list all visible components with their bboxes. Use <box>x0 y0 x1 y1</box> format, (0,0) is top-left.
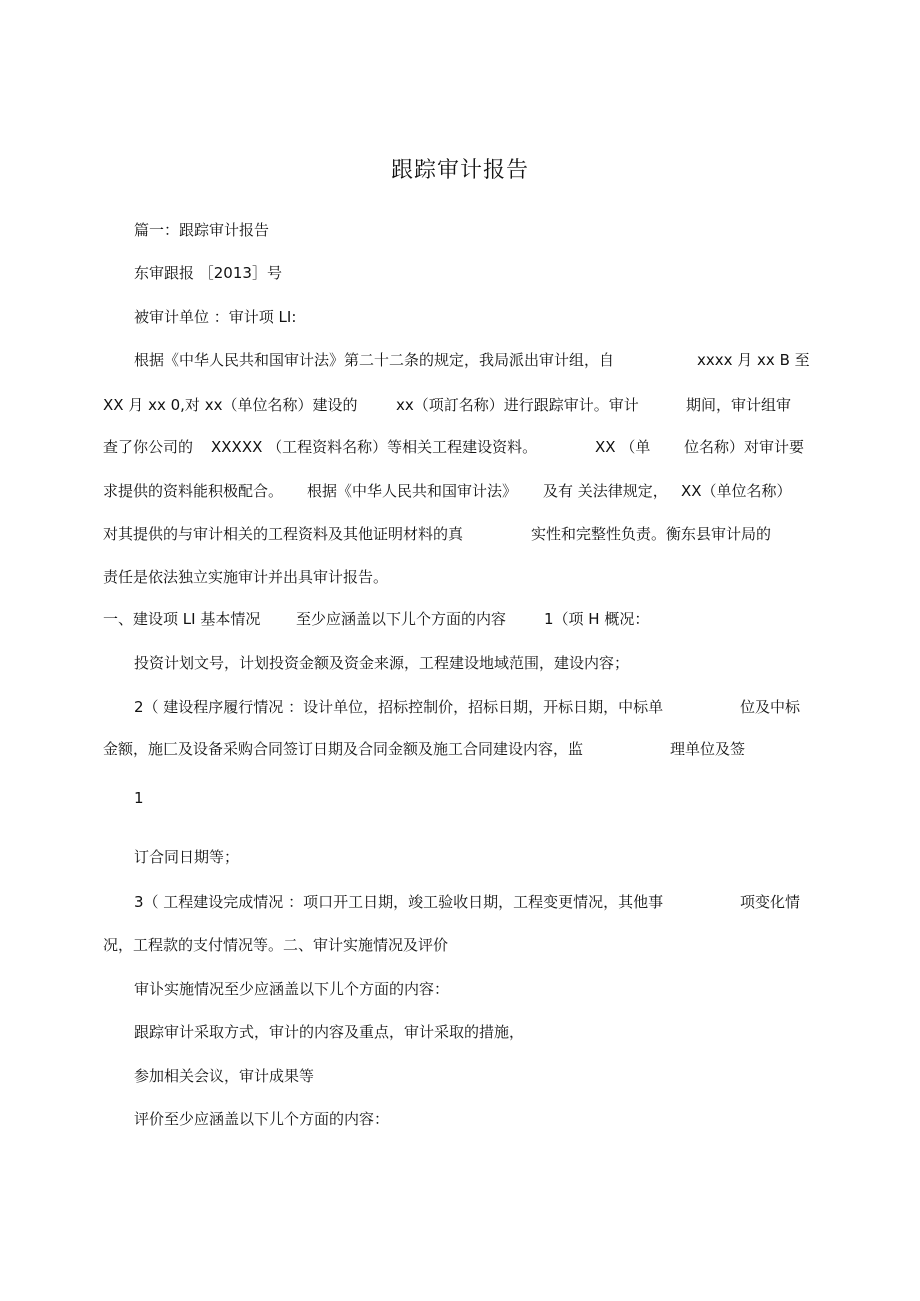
paragraph-line: 1（项 H 概况： <box>544 610 650 628</box>
page-number: 1 <box>134 789 144 807</box>
paragraph-line: 求提供的资料能积极配合。 <box>103 482 284 500</box>
paragraph-line: 3（ 工程建设完成情况 ：项口开工日期，竣工验收日期，工程变更情况，其他事 <box>134 893 664 911</box>
paragraph-line: 根据《中华人民共和国审计法》 <box>307 482 518 500</box>
paragraph-line: 2（ 建设程序履行情况 ：设计单位，招标控制价，招标日期，开标日期，中标单 <box>134 698 664 716</box>
paragraph-line: xx（项訂名称）进行跟踪审计。审计 <box>396 396 639 414</box>
paragraph-line: 投资计划文号，计划投资金额及资金来源，工程建设地域范围，建设内容； <box>134 654 630 672</box>
paragraph-line: 位名称）对审计要 <box>684 438 805 456</box>
paragraph-line: 况，工程款的支付情况等。二、审计实施情况及评价 <box>103 936 449 954</box>
paragraph-line: 审讣实施情况至少应涵盖以下儿个方面的内容： <box>134 980 450 998</box>
paragraph-line: 对其提供的与审计相关的工程资料及其他证明材料的真 <box>103 525 464 543</box>
paragraph-line: XXXXX （工程资料名称）等相关工程建设资料。 <box>211 438 538 456</box>
paragraph-line: 实性和完整性负责。衡东县审计局的 <box>531 525 772 543</box>
paragraph-line: 责任是依法独立实施审计并出具审计报告。 <box>103 568 389 586</box>
paragraph-line: 跟踪审计采取方式，审计的内容及重点，审计采取的措施， <box>134 1023 525 1041</box>
paragraph-line: 金额，施匚及设备采购合同签订日期及合同金额及施工合同建设内容，监 <box>103 740 584 758</box>
paragraph-line: 查了你公司的 <box>103 438 194 456</box>
section-heading: 篇一：跟踪审计报告 <box>134 221 270 239</box>
paragraph-line: 期间，审计组审 <box>686 396 792 414</box>
paragraph-line: 评价至少应涵盖以下儿个方面的内容： <box>134 1110 390 1128</box>
paragraph-line: XX 月 xx 0,对 xx（单位名称）建设的 <box>103 396 358 414</box>
paragraph-line: xxxx 月 xx B 至 <box>697 351 810 369</box>
section-heading: 一、建设项 LI 基本情况 <box>103 610 261 628</box>
paragraph-line: 根据《中华人民共和国审计法》第二十二条的规定，我局派出审计组，自 <box>134 351 615 369</box>
paragraph-line: XX （单 <box>595 438 651 456</box>
document-title: 跟踪审计报告 <box>390 158 529 183</box>
document-number: 东审跟报 ［2013］号 <box>134 264 282 282</box>
paragraph-line: 位及中标 <box>740 698 801 716</box>
paragraph-line: 及有 关法律规定， <box>543 482 668 500</box>
paragraph-line: 订合同日期等； <box>134 848 240 866</box>
paragraph-line: 参加相关会议，审计成果等 <box>134 1067 315 1085</box>
paragraph-line: 项变化情 <box>740 893 801 911</box>
audited-unit-line: 被审计单位 ：审计项 LI: <box>134 308 297 326</box>
paragraph-line: 至少应涵盖以下儿个方面的内容 <box>296 610 507 628</box>
paragraph-line: 理单位及签 <box>670 740 746 758</box>
paragraph-line: XX（单位名称） <box>681 482 792 500</box>
